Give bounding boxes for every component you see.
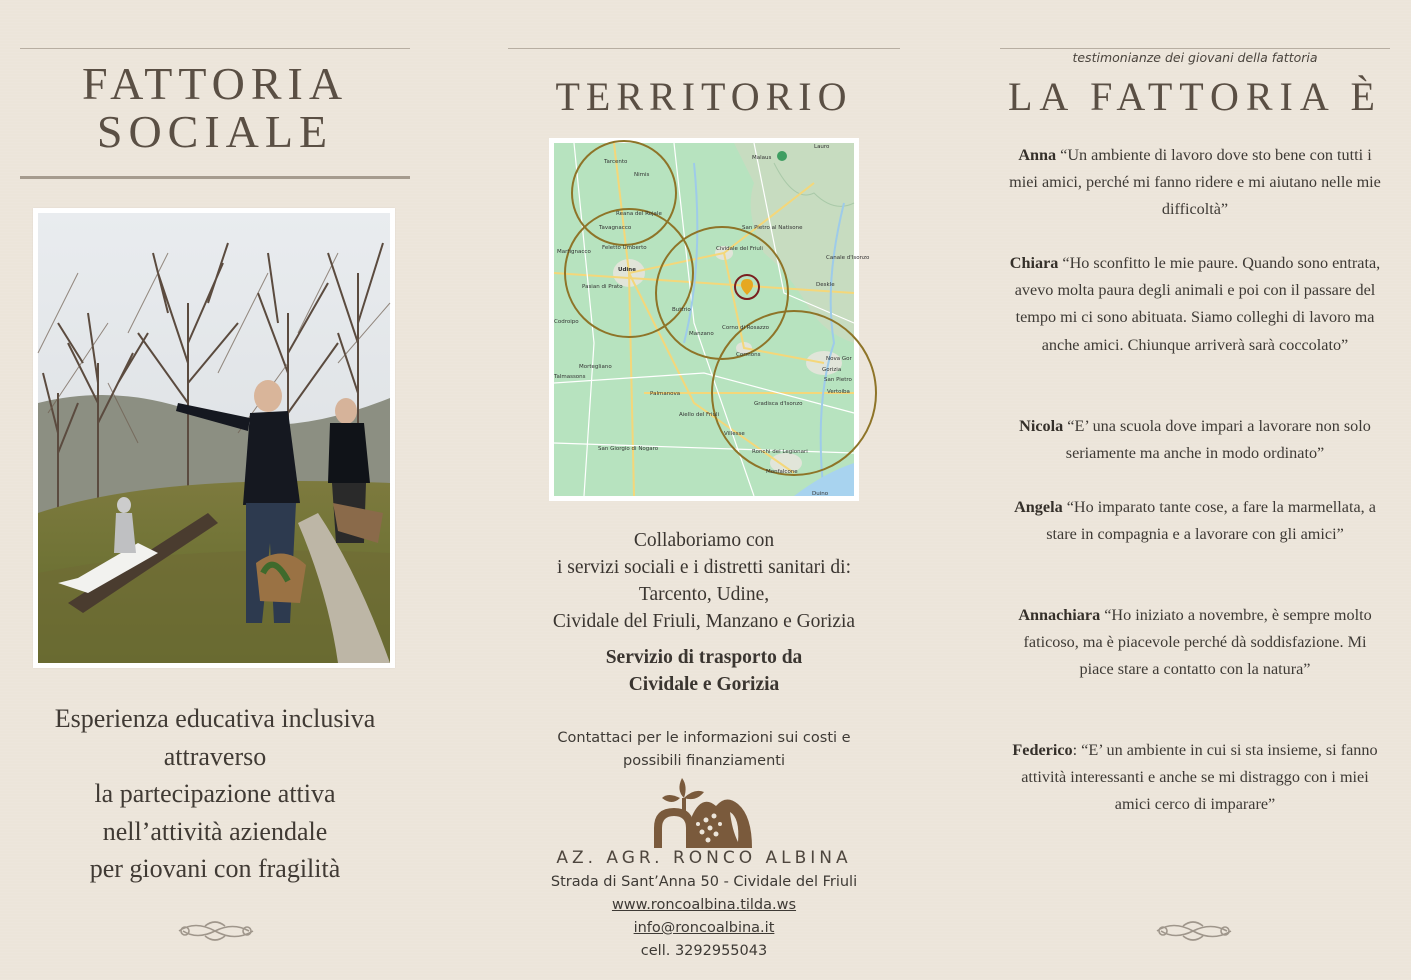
testimonial-name: Anna: [1018, 146, 1057, 164]
map-label: Talmassons: [554, 374, 586, 380]
map-label: Tavagnacco: [599, 225, 632, 231]
map-label: Cividale del Friuli: [716, 246, 763, 252]
map-label: Lauro: [814, 144, 830, 150]
transport-line: Servizio di trasporto da: [605, 647, 803, 668]
map-label: Vertoiba: [827, 389, 850, 395]
title-underline: [20, 176, 410, 179]
contact-line: Contattaci per le informazioni sui costi e: [557, 730, 851, 746]
map-label: San Pietro: [824, 377, 852, 383]
tagline-line: per giovani con fragilità: [89, 854, 341, 883]
map-label: Mortegliano: [579, 364, 612, 370]
tagline: [20, 700, 410, 888]
tagline-line: attraverso: [163, 741, 267, 771]
panel-territorio: [508, 0, 900, 980]
map-label: Udine: [618, 267, 636, 273]
map-label: Canale d'Isonzo: [826, 255, 870, 261]
panel-fattoria-sociale: [20, 0, 410, 980]
title-line-1: FATTORIA: [81, 58, 349, 109]
phone-number: cell. 3292955043: [640, 943, 768, 959]
map-label: Duino: [812, 491, 829, 497]
farm-photo: [33, 208, 395, 668]
testimonial-angela: [1008, 494, 1382, 548]
tagline-line: la partecipazione attiva: [94, 779, 336, 808]
testimonial-name: Federico: [1012, 741, 1073, 759]
map-label: Reana del Rojale: [616, 211, 662, 217]
map-label: Pasian di Prato: [582, 284, 623, 290]
address: Strada di Sant’Anna 50 - Cividale del Friuli: [550, 874, 858, 890]
testimonial-name: Angela: [1014, 498, 1063, 516]
testimonial-federico: [1008, 737, 1382, 819]
map-label: Nova Gor: [826, 356, 852, 362]
top-rule: [508, 48, 900, 49]
collab-line: Tarcento, Udine,: [638, 584, 770, 605]
transport-line: Cividale e Gorizia: [628, 674, 780, 695]
flourish-ornament-icon: [1153, 918, 1235, 944]
territory-map: [549, 138, 870, 501]
panel-testimonianze: [1000, 0, 1390, 980]
tagline-line: Esperienza educativa inclusiva: [54, 704, 376, 733]
map-label: Malaus: [752, 155, 772, 161]
collab-line: i servizi sociali e i distretti sanitari di:: [556, 557, 852, 578]
map-label: Manzano: [689, 331, 714, 337]
section-subtitle: testimonianze dei giovani della fattoria: [1072, 50, 1318, 65]
map-label: Aiello del Friuli: [679, 412, 720, 418]
map-label: Monfalcone: [766, 469, 798, 475]
title-line-2: SOCIALE: [96, 106, 334, 157]
company-name: AZ. AGR. RONCO ALBINA: [556, 848, 852, 868]
map-label: Gorizia: [822, 367, 842, 373]
map-label: Buttrio: [672, 307, 691, 313]
testimonial-chiara: [1008, 250, 1382, 359]
contact-details: [508, 871, 900, 963]
testimonial-text: “Ho sconfitto le mie paure. Quando sono entrata, avevo molta paura degli animali e poi con il passare del tempo mi ci sono abituata. Siamo colleghi di lavoro ma anche amici. Chiunque arriverà sarà coccolato”: [1014, 254, 1381, 354]
collab-line: Cividale del Friuli, Manzano e Gorizia: [552, 611, 856, 632]
testimonial-text: “Ho iniziato a novembre, è sempre molto faticoso, ma è piacevole perché dà soddisfazione. Mi piace stare a contatto con la natura”: [1023, 606, 1372, 679]
flourish-ornament-icon: [175, 918, 257, 944]
testimonial-name: Chiara: [1009, 254, 1059, 272]
website-link[interactable]: www.roncoalbina.tilda.ws: [611, 897, 797, 913]
section-title: LA FATTORIA È: [1008, 74, 1382, 119]
testimonial-text: “Ho imparato tante cose, a fare la marmellata, a stare in compagnia e a lavorare con gli amici”: [1046, 498, 1376, 544]
map-label: Deskle: [816, 282, 835, 288]
map-label: Feletto Umberto: [602, 245, 647, 251]
contact-note: [508, 727, 900, 773]
map-label: Palmanova: [650, 391, 681, 397]
testimonial-nicola: [1008, 413, 1382, 467]
top-rule: [20, 48, 410, 49]
map-label: San Pietro al Natisone: [742, 225, 803, 231]
contact-line: possibili finanziamenti: [623, 753, 785, 769]
testimonial-text: “E’ una scuola dove impari a lavorare non solo seriamente ma anche in modo ordinato”: [1063, 417, 1371, 463]
page-title: [20, 60, 410, 156]
collaboration-text: [508, 527, 900, 635]
farm-logo-icon: [654, 776, 754, 848]
map-label: Cormons: [736, 352, 761, 358]
map-label: Martignacco: [557, 249, 591, 255]
section-title: TERRITORIO: [555, 74, 853, 119]
testimonial-text: “Un ambiente di lavoro dove sto bene con tutti i miei amici, perché mi fanno ridere e mi aiutano nelle mie difficoltà”: [1009, 146, 1381, 219]
map-label: Corno di Rosazzo: [722, 325, 770, 331]
testimonial-annachiara: [1008, 602, 1382, 684]
testimonial-text: : “E’ un ambiente in cui si sta insieme, si fanno attività interessanti e anche se mi distraggo con i miei amici cerco di imparare”: [1021, 741, 1378, 814]
map-label: Codroipo: [554, 319, 579, 325]
map-label: Ronchi dei Legionari: [752, 449, 808, 455]
map-label: Villesse: [724, 431, 745, 437]
top-rule: [1000, 48, 1390, 49]
email-link[interactable]: info@roncoalbina.it: [633, 920, 775, 936]
testimonial-anna: [1008, 142, 1382, 224]
transport-service-text: [508, 644, 900, 698]
map-label: Gradisca d'Isonzo: [754, 401, 803, 407]
testimonial-name: Annachiara: [1018, 606, 1101, 624]
map-label: Tarcento: [604, 159, 628, 165]
collab-line: Collaboriamo con: [633, 530, 775, 551]
testimonial-name: Nicola: [1019, 417, 1064, 435]
tagline-line: nell’attività aziendale: [102, 816, 328, 846]
map-label: San Giorgio di Nogaro: [598, 446, 659, 452]
map-label: Nimis: [634, 172, 650, 178]
